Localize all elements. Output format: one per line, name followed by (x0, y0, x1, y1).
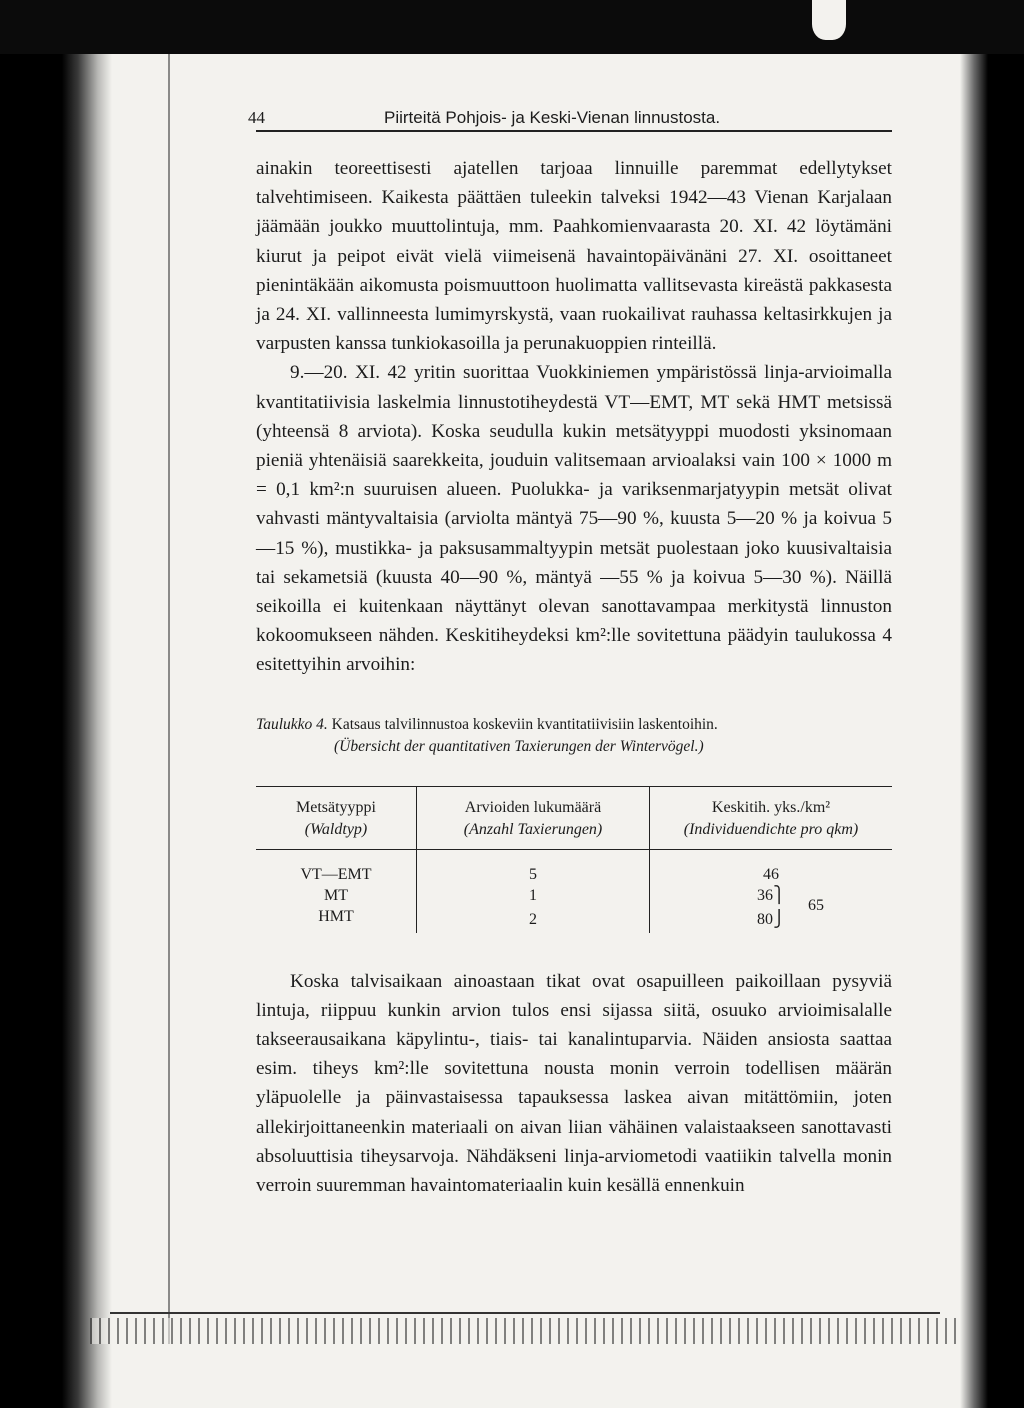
cell-count: 5 (417, 849, 650, 885)
header-count (417, 786, 650, 849)
cell-forest-type: MT (324, 886, 348, 904)
scan-notch (812, 0, 846, 40)
cell-density-value: 36 (757, 886, 773, 904)
body-text (256, 154, 892, 680)
header-density-de: (Individuendichte pro qkm) (683, 820, 859, 838)
caption-text-de: (Übersicht der quantitativen Taxierungen der Wintervögel.) (334, 737, 704, 755)
paragraph-1: ainakin teoreettisesti ajatellen tarjoaa linnuille paremmat edellytykset talvehtimiseen. Kaikesta päättäen tuleekin talveksi 1942—43 Vienan Karjalaan jäämään joukko muuttolintuja, mm. Paahkomienvaarasta 20. XI. 42 löytämäni kiurut ja peipot eivät vielä viimeisenä havaintopäivänäni 27. XI. osoittaneet pienintäkään aikomusta poismuuttoon huolimatta vallitsevasta kireästä pakkasesta ja 24. XI. vallinneesta lumimyrskystä, vaan ruokailivat rauhassa keltasirkkujen ja varpusten kanssa tunkiokasoilla ja perunakuoppien rinteillä. (256, 158, 892, 355)
caption-text-fi: Katsaus talvilinnustoa koskeviin kvantitatiivisiin laskentoihin. (331, 715, 718, 733)
cell-count: 2 (417, 906, 650, 933)
paragraph-3: Koska talvisaikaan ainoastaan tikat ovat osapuilleen paikoillaan pysyviä lintuja, riippuu kunkin arvion tulos ensi sijassa siitä, osuuko arvioimisalalle takseerausaikana käpylintu-, tiais- tai kanalintuparvia. Näiden ansiosta saattaa esim. tiheys km²:lle sovitettuna nousta monin verroin todellisen määrän yläpuolelle ja päinvastaisessa tapauksessa laskea aivan mitättömiin, joten allekirjoittaneenkin materiaali on aivan liian vähäinen valaistaakseen sanottavasti absoluuttisia tiheysarvoja. Nähdäkseni linja-arviometodi vaatiikin talvella monin verroin suuremman havaintomateriaalin kuin kesällä ennenkuin (256, 970, 892, 1197)
running-head (248, 100, 892, 132)
caption-line-de (256, 736, 892, 758)
cell-density (650, 906, 893, 933)
book-page (248, 100, 892, 1200)
cell-forest-type: VT—EMT (300, 865, 372, 883)
scan-bottom-ruler (90, 1318, 960, 1344)
cell-density-value: 80 (757, 910, 773, 928)
scan-top-border (0, 0, 1024, 54)
caption-line-fi (256, 714, 892, 736)
header-count-fi: Arvioiden lukumäärä (464, 798, 602, 816)
cell-count: 1 (417, 885, 650, 906)
header-forest-type-fi: Metsätyyppi (296, 798, 376, 816)
cell-density (650, 885, 893, 914)
table-caption (256, 714, 892, 758)
scan-right-border (960, 54, 1024, 1408)
header-density (650, 786, 893, 849)
table-label: Taulukko 4. (256, 715, 328, 733)
header-count-de: (Anzahl Taxierungen) (463, 820, 603, 838)
brace-open-icon: ⎫ (773, 886, 785, 904)
scan-bottom-line (110, 1312, 940, 1314)
table-header-row (256, 786, 892, 849)
table-row (256, 906, 892, 933)
header-forest-type (256, 786, 417, 849)
table-row (256, 849, 892, 885)
scan-left-binding-shadow (0, 54, 112, 1408)
table-row (256, 885, 892, 906)
cell-forest-type: HMT (318, 907, 354, 925)
brace-combined-value: 65 (808, 896, 824, 914)
page-number: 44 (248, 108, 265, 127)
header-forest-type-de: (Waldtyp) (304, 820, 368, 838)
brace-close-icon: ⎭ (773, 910, 785, 928)
cell-density: 46 (650, 849, 893, 885)
body-text-after-table (256, 967, 892, 1201)
scan-fold-line (168, 54, 170, 1344)
header-density-fi: Keskitih. yks./km² (711, 798, 831, 816)
winter-bird-density-table (256, 786, 892, 933)
running-title: Piirteitä Pohjois- ja Keski-Vienan linnustosta. (384, 108, 721, 127)
paragraph-2: 9.—20. XI. 42 yritin suorittaa Vuokkiniemen ympäristössä linja-arvioimalla kvantitatiivisia laskelmia linnustotiheydestä VT—EMT, MT sekä HMT metsissä (yhteensä 8 arviota). Koska seudulla kukin metsätyyppi muodosti yksinomaan pieniä yhtenäisiä saarekkeita, jouduin valitsemaan arvioalaksi vain 100 × 1000 m = 0,1 km²:n suuruisen alueen. Puolukka- ja variksenmarjatyypin metsät olivat vahvasti mäntyvaltaisia (arviolta mäntyä 75—90 %, kuusta 5—20 % ja koivua 5—15 %), mustikka- ja paksusammaltyypin metsät puolestaan joko kuusivaltaisia tai sekametsiä (kuusta 40—90 %, mäntyä —55 % ja koivua 5—30 %). Näillä seikoilla ei kuitenkaan näyttänyt olevan sanottavampaa merkitystä linnuston kokoomukseen nähden. Keskitiheydeksi km²:lle sovitettuna päädyin taulukossa 4 esitettyihin arvoihin: (256, 362, 892, 676)
